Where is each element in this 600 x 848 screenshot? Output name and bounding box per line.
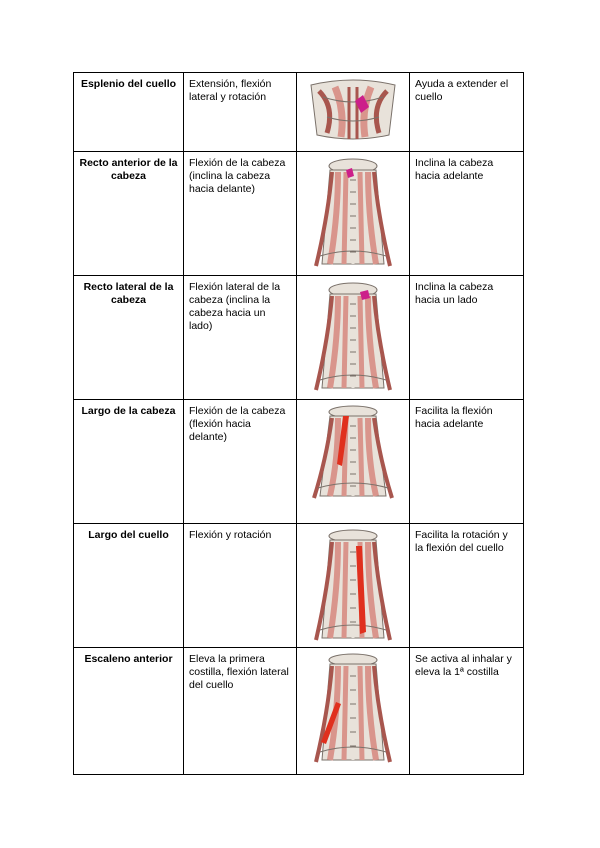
muscle-name: Largo de la cabeza <box>74 400 184 524</box>
muscle-effect: Inclina la cabeza hacia un lado <box>410 276 524 400</box>
muscle-name: Recto lateral de la cabeza <box>74 276 184 400</box>
muscle-effect: Se activa al inhalar y eleva la 1ª costilla <box>410 648 524 775</box>
muscle-action: Flexión lateral de la cabeza (inclina la cabeza hacia un lado) <box>184 276 297 400</box>
table-row <box>74 400 524 524</box>
table-row <box>74 152 524 276</box>
muscle-effect: Inclina la cabeza hacia adelante <box>410 152 524 276</box>
muscle-effect: Facilita la flexión hacia adelante <box>410 400 524 524</box>
table-row <box>74 73 524 152</box>
table-row <box>74 524 524 648</box>
muscle-image-cell <box>297 152 410 276</box>
muscle-image-cell <box>297 648 410 775</box>
muscle-name: Esplenio del cuello <box>74 73 184 152</box>
muscle-effect: Facilita la rotación y la flexión del cuello <box>410 524 524 648</box>
muscle-image-cell <box>297 524 410 648</box>
neck-muscles-anterior-illustration-icon <box>310 404 396 502</box>
neck-muscles-posterior-illustration-icon <box>305 77 401 141</box>
muscle-action: Extensión, flexión lateral y rotación <box>184 73 297 152</box>
muscle-name: Escaleno anterior <box>74 648 184 775</box>
muscle-image-cell <box>297 400 410 524</box>
muscle-image-cell <box>297 73 410 152</box>
neck-muscles-anterior-illustration-icon <box>310 652 396 764</box>
muscle-action: Flexión de la cabeza (flexión hacia delante) <box>184 400 297 524</box>
table-row <box>74 648 524 775</box>
neck-muscles-anterior-illustration-icon <box>310 528 396 642</box>
muscle-action: Flexión de la cabeza (inclina la cabeza hacia delante) <box>184 152 297 276</box>
muscle-name: Recto anterior de la cabeza <box>74 152 184 276</box>
neck-muscles-anterior-illustration-icon <box>310 156 396 268</box>
muscle-action: Flexión y rotación <box>184 524 297 648</box>
table-row <box>74 276 524 400</box>
muscle-image-cell <box>297 276 410 400</box>
muscle-name: Largo del cuello <box>74 524 184 648</box>
neck-muscles-table <box>73 72 524 775</box>
muscle-effect: Ayuda a extender el cuello <box>410 73 524 152</box>
neck-muscles-anterior-illustration-icon <box>310 280 396 392</box>
muscle-action: Eleva la primera costilla, flexión lateral del cuello <box>184 648 297 775</box>
